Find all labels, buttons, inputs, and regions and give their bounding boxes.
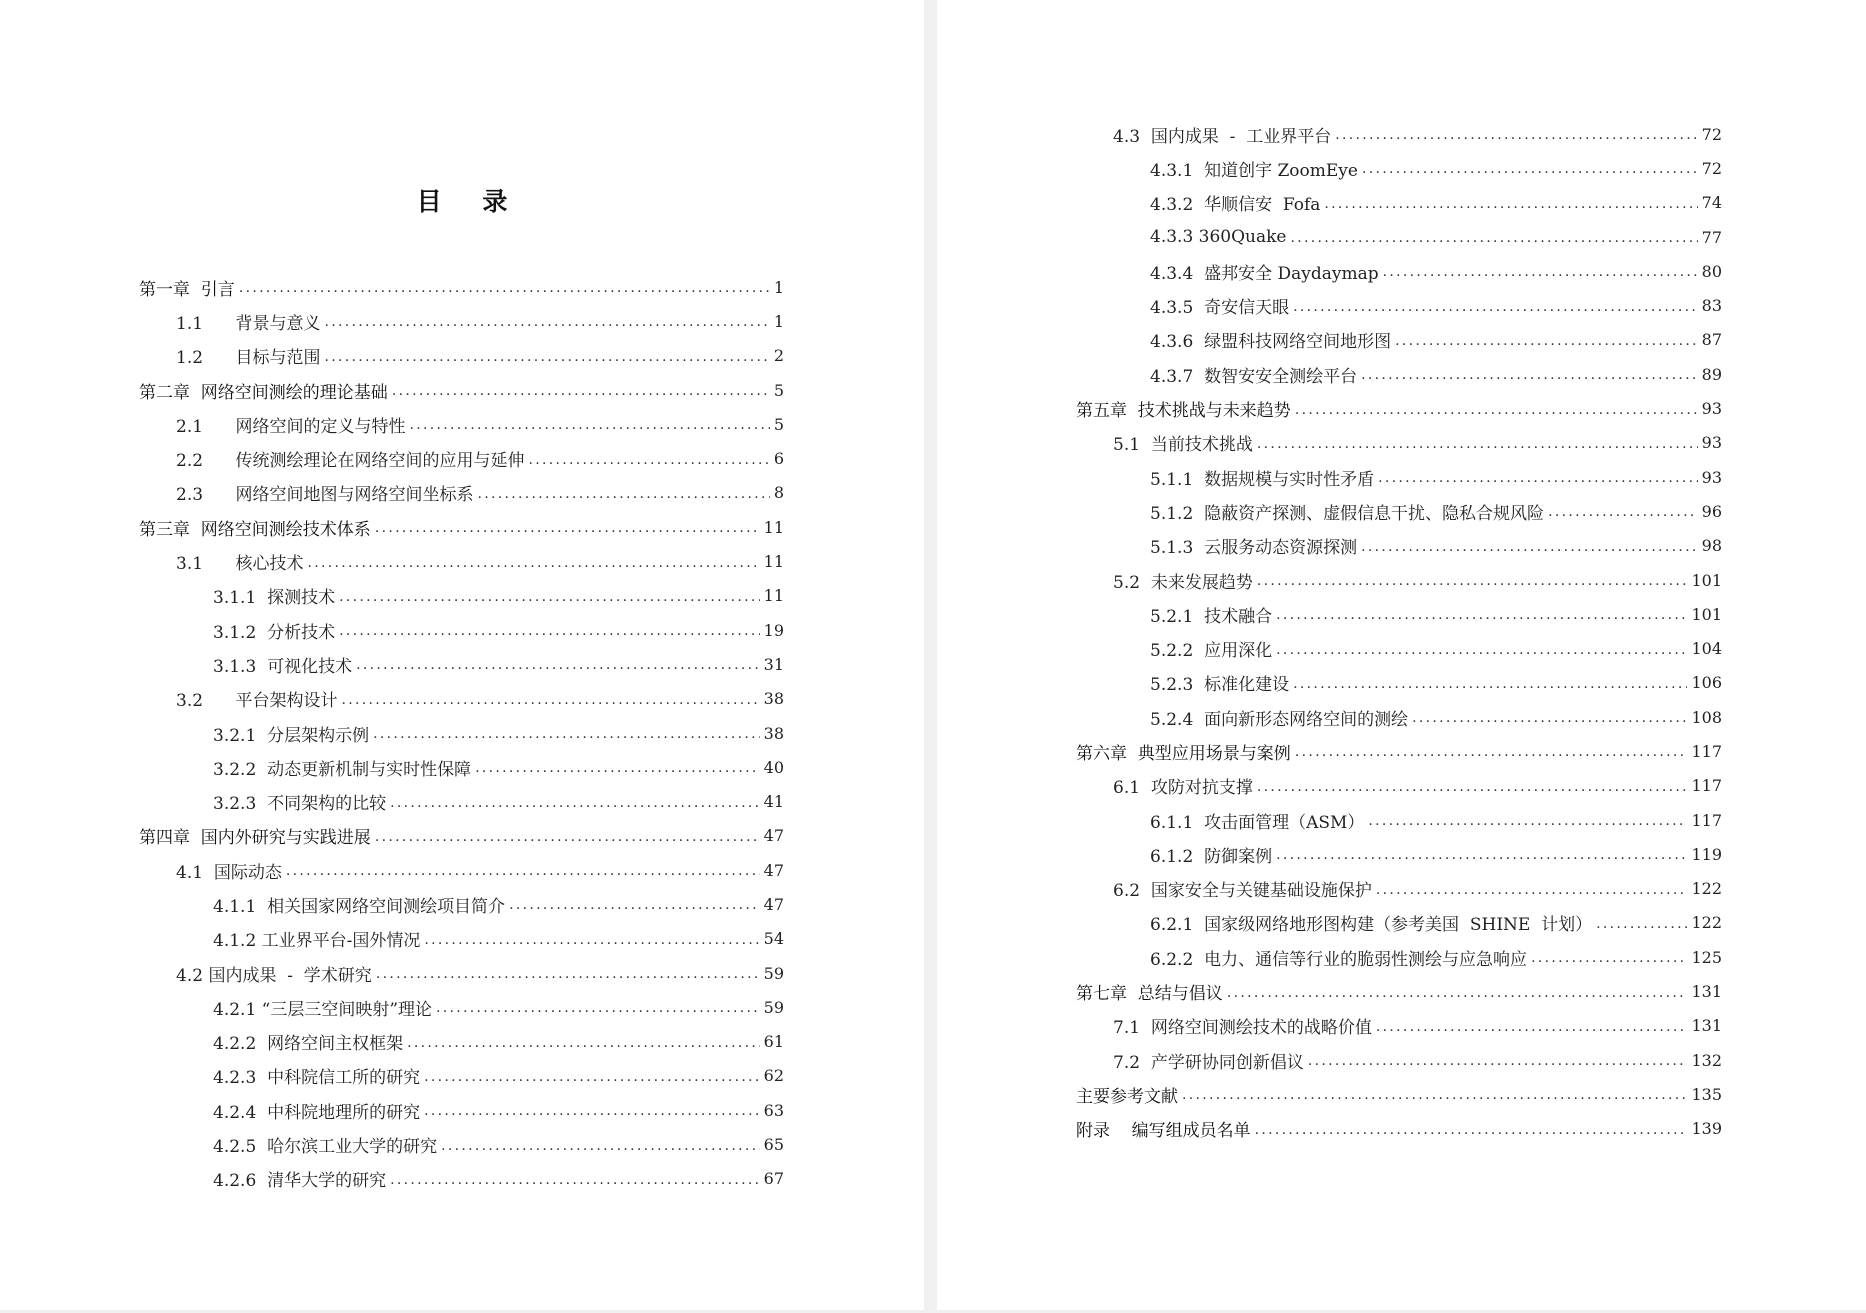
- toc-page-number: 104: [1691, 639, 1722, 659]
- toc-entry[interactable]: [139, 339, 784, 373]
- page-left: [0, 0, 924, 1310]
- toc-entry-label: 5.2.2 应用深化: [1150, 641, 1273, 662]
- toc-page-number: 101: [1691, 604, 1722, 624]
- toc-entry[interactable]: [1076, 1077, 1722, 1111]
- toc-entry[interactable]: [1076, 906, 1722, 940]
- toc-entry[interactable]: [139, 887, 784, 921]
- toc-entry-label: 主要参考文献: [1076, 1086, 1178, 1107]
- toc-entry[interactable]: [1076, 837, 1722, 871]
- toc-entry-label: 4.1.2 工业界平台-国外情况: [213, 931, 421, 952]
- toc-entry[interactable]: [139, 613, 784, 647]
- dot-leader: [424, 931, 759, 947]
- toc-entry[interactable]: [139, 1093, 784, 1127]
- toc-entry[interactable]: [1076, 220, 1722, 254]
- toc-entry-label: 4.3.5 奇安信天眼: [1150, 298, 1290, 319]
- toc-entry[interactable]: [1076, 288, 1722, 322]
- toc-entry[interactable]: [1076, 254, 1722, 288]
- toc-entry-label: 4.2 国内成果 - 学术研究: [176, 965, 372, 986]
- toc-entry[interactable]: [139, 682, 784, 716]
- toc-entry[interactable]: [1076, 117, 1722, 151]
- dot-leader: [1412, 709, 1687, 725]
- toc-page-number: 93: [1701, 467, 1722, 487]
- dot-leader: [1227, 984, 1688, 1000]
- toc-page-number: 41: [763, 792, 784, 812]
- dot-leader: [1308, 1052, 1688, 1068]
- dot-leader: [1531, 949, 1687, 965]
- toc-page-number: 139: [1691, 1119, 1722, 1139]
- dot-leader: [1276, 641, 1687, 657]
- dot-leader: [409, 416, 769, 432]
- toc-entry[interactable]: [139, 1025, 784, 1059]
- toc-entry-label: 3.2.3 不同架构的比较: [213, 794, 387, 815]
- toc-entry[interactable]: [139, 441, 784, 475]
- toc-entry[interactable]: [139, 922, 784, 956]
- toc-entry-label: 3.1.1 探测技术: [213, 588, 336, 609]
- dot-leader: [375, 519, 760, 535]
- toc-entry[interactable]: [1076, 803, 1722, 837]
- toc-page-number: 47: [763, 826, 784, 846]
- toc-entry-label: 6.2.2 电力、通信等行业的脆弱性测绘与应急响应: [1150, 949, 1528, 970]
- dot-leader: [307, 554, 759, 570]
- toc-entry[interactable]: [1076, 631, 1722, 665]
- toc-page-number: 83: [1701, 296, 1722, 316]
- toc-page-number: 80: [1701, 261, 1722, 281]
- dot-leader: [390, 1171, 760, 1187]
- toc-page-number: 47: [763, 860, 784, 880]
- toc-page-number: 11: [763, 586, 784, 606]
- toc-entry-label: 5.2 未来发展趋势: [1113, 572, 1253, 593]
- dot-leader: [1376, 1018, 1688, 1034]
- toc-entry[interactable]: [139, 990, 784, 1024]
- toc-entry-label: 第一章 引言: [139, 279, 235, 300]
- toc-page-number: 93: [1701, 399, 1722, 419]
- toc-page-number: 2: [773, 346, 784, 366]
- toc-page-number: 47: [763, 894, 784, 914]
- toc-page-number: 40: [763, 757, 784, 777]
- toc-entry[interactable]: [1076, 426, 1722, 460]
- toc-entry[interactable]: [1076, 494, 1722, 528]
- toc-list-right: [1076, 117, 1722, 1146]
- toc-entry-label: 附录 编写组成员名单: [1076, 1121, 1251, 1142]
- toc-page-number: 38: [763, 723, 784, 743]
- toc-entry-label: 3.2.2 动态更新机制与实时性保障: [213, 759, 472, 780]
- toc-entry[interactable]: [1076, 1112, 1722, 1146]
- toc-entry[interactable]: [1076, 1009, 1722, 1043]
- dot-leader: [1548, 503, 1698, 519]
- dot-leader: [375, 828, 760, 844]
- toc-page-number: 63: [763, 1100, 784, 1120]
- toc-entry-label: 4.3.3 360Quake: [1150, 227, 1287, 248]
- toc-entry[interactable]: [139, 853, 784, 887]
- toc-entry-label: 4.1.1 相关国家网络空间测绘项目简介: [213, 896, 506, 917]
- toc-entry-label: 6.1.2 防御案例: [1150, 846, 1273, 867]
- toc-page-number: 6: [773, 449, 784, 469]
- toc-page-number: 59: [763, 963, 784, 983]
- toc-page-number: 74: [1701, 193, 1722, 213]
- toc-page-number: 119: [1691, 844, 1722, 864]
- toc-page-number: 89: [1701, 364, 1722, 384]
- dot-leader: [239, 279, 770, 295]
- toc-entry[interactable]: [139, 819, 784, 853]
- toc-page-number: 93: [1701, 433, 1722, 453]
- toc-entry-label: 4.2.6 清华大学的研究: [213, 1171, 387, 1192]
- dot-leader: [1368, 812, 1687, 828]
- toc-entry-label: 4.2.1 “三层三空间映射”理论: [213, 999, 433, 1020]
- dot-leader: [324, 348, 769, 364]
- toc-entry[interactable]: [1076, 186, 1722, 220]
- dot-leader: [1395, 332, 1698, 348]
- dot-leader: [1257, 435, 1698, 451]
- toc-page-number: 5: [773, 414, 784, 434]
- dot-leader: [376, 965, 760, 981]
- toc-entry[interactable]: [1076, 357, 1722, 391]
- toc-page-number: 67: [763, 1169, 784, 1189]
- dot-leader: [1324, 195, 1697, 211]
- toc-entry[interactable]: [1076, 151, 1722, 185]
- toc-page-number: 117: [1691, 810, 1722, 830]
- dot-leader: [1276, 846, 1687, 862]
- dot-leader: [509, 896, 760, 912]
- toc-entry-label: 3.2.1 分层架构示例: [213, 725, 370, 746]
- toc-page-number: 87: [1701, 330, 1722, 350]
- toc-page-number: 106: [1691, 673, 1722, 693]
- toc-entry[interactable]: [1076, 597, 1722, 631]
- toc-entry-label: 6.2 国家安全与关键基础设施保护: [1113, 881, 1372, 902]
- dot-leader: [475, 759, 760, 775]
- dot-leader: [441, 1137, 760, 1153]
- toc-entry-label: 6.1 攻防对抗支撑: [1113, 778, 1253, 799]
- toc-page-number: 117: [1691, 741, 1722, 761]
- toc-page-number: 77: [1701, 227, 1722, 247]
- dot-leader: [1335, 126, 1697, 142]
- toc-page-number: 8: [773, 483, 784, 503]
- dot-leader: [1255, 1121, 1688, 1137]
- toc-entry-label: 5.2.4 面向新形态网络空间的测绘: [1150, 709, 1409, 730]
- toc-entry-label: 第七章 总结与倡议: [1076, 984, 1223, 1005]
- dot-leader: [356, 656, 760, 672]
- dot-leader: [1362, 160, 1698, 176]
- dot-leader: [1293, 675, 1687, 691]
- toc-title: 目 录: [416, 187, 524, 216]
- toc-page-number: 72: [1701, 124, 1722, 144]
- toc-entry-label: 第三章 网络空间测绘技术体系: [139, 519, 371, 540]
- dot-leader: [407, 1034, 760, 1050]
- toc-page-number: 59: [763, 997, 784, 1017]
- toc-page-number: 72: [1701, 158, 1722, 178]
- toc-entry[interactable]: [1076, 391, 1722, 425]
- toc-entry-label: 4.2.4 中科院地理所的研究: [213, 1102, 421, 1123]
- dot-leader: [1361, 538, 1698, 554]
- dot-leader: [436, 999, 760, 1015]
- dot-leader: [1383, 263, 1698, 279]
- toc-entry[interactable]: [139, 784, 784, 818]
- dot-leader: [1361, 366, 1698, 382]
- toc-page-number: 38: [763, 689, 784, 709]
- dot-leader: [373, 725, 760, 741]
- toc-entry-label: 5.2.3 标准化建设: [1150, 675, 1290, 696]
- toc-page-number: 122: [1691, 913, 1722, 933]
- toc-entry[interactable]: [1076, 563, 1722, 597]
- toc-page-number: 31: [763, 654, 784, 674]
- toc-entry[interactable]: [1076, 700, 1722, 734]
- dot-leader: [392, 382, 770, 398]
- dot-leader: [477, 485, 769, 501]
- toc-entry-label: 5.1.3 云服务动态资源探测: [1150, 538, 1358, 559]
- toc-entry-label: 5.1.1 数据规模与实时性矛盾: [1150, 469, 1375, 490]
- toc-page-number: 5: [773, 380, 784, 400]
- dot-leader: [1376, 881, 1688, 897]
- toc-entry-label: 4.2.3 中科院信工所的研究: [213, 1068, 421, 1089]
- toc-entry-label: 4.3.6 绿盟科技网络空间地形图: [1150, 332, 1392, 353]
- toc-list-left: [139, 270, 784, 1196]
- dot-leader: [424, 1068, 760, 1084]
- toc-entry-label: 5.1 当前技术挑战: [1113, 435, 1253, 456]
- toc-entry-label: 5.2.1 技术融合: [1150, 606, 1273, 627]
- toc-entry[interactable]: [139, 1059, 784, 1093]
- toc-entry[interactable]: [139, 716, 784, 750]
- toc-entry-label: 第四章 国内外研究与实践进展: [139, 828, 371, 849]
- toc-entry-label: 4.3.1 知道创宇 ZoomEye: [1150, 160, 1358, 181]
- toc-page-number: 54: [763, 929, 784, 949]
- toc-entry-label: 3.1.3 可视化技术: [213, 656, 353, 677]
- toc-entry[interactable]: [139, 476, 784, 510]
- toc-entry-label: 4.3.7 数智安安全测绘平台: [1150, 366, 1358, 387]
- dot-leader: [1295, 401, 1698, 417]
- toc-page-number: 135: [1691, 1084, 1722, 1104]
- dot-leader: [528, 451, 769, 467]
- toc-entry-label: 1.1 背景与意义: [176, 313, 321, 334]
- toc-entry-label: 2.3 网络空间地图与网络空间坐标系: [176, 485, 474, 506]
- toc-entry[interactable]: [1076, 974, 1722, 1008]
- toc-page-number: 117: [1691, 776, 1722, 796]
- toc-entry[interactable]: [139, 373, 784, 407]
- toc-entry[interactable]: [139, 544, 784, 578]
- dot-leader: [1596, 915, 1687, 931]
- toc-entry[interactable]: [1076, 769, 1722, 803]
- dot-leader: [1257, 572, 1688, 588]
- dot-leader: [341, 691, 759, 707]
- dot-leader: [1295, 743, 1688, 759]
- toc-page-number: 19: [763, 620, 784, 640]
- toc-entry[interactable]: [139, 304, 784, 338]
- toc-page-number: 122: [1691, 879, 1722, 899]
- toc-entry[interactable]: [139, 750, 784, 784]
- dot-leader: [1276, 606, 1687, 622]
- toc-page-number: 11: [763, 552, 784, 572]
- toc-entry[interactable]: [139, 407, 784, 441]
- toc-page-number: 62: [763, 1066, 784, 1086]
- toc-entry[interactable]: [139, 270, 784, 304]
- toc-entry-label: 1.2 目标与范围: [176, 348, 321, 369]
- toc-entry-label: 6.1.1 攻击面管理（ASM）: [1150, 812, 1365, 833]
- toc-entry[interactable]: [1076, 666, 1722, 700]
- toc-page-number: 131: [1691, 1016, 1722, 1036]
- toc-entry-label: 第五章 技术挑战与未来趋势: [1076, 401, 1291, 422]
- toc-entry-label: 第六章 典型应用场景与案例: [1076, 743, 1291, 764]
- dot-leader: [1293, 298, 1698, 314]
- toc-entry-label: 5.1.2 隐蔽资产探测、虚假信息干扰、隐私合规风险: [1150, 503, 1545, 524]
- dot-leader: [1257, 778, 1688, 794]
- toc-entry-label: 4.3 国内成果 - 工业界平台: [1113, 126, 1332, 147]
- toc-entry-label: 6.2.1 国家级网络地形图构建（参考美国 SHINE 计划）: [1150, 915, 1593, 936]
- toc-entry-label: 4.1 国际动态: [176, 862, 282, 883]
- dot-leader: [286, 862, 760, 878]
- page-right: [937, 0, 1866, 1310]
- dot-leader: [1291, 229, 1698, 245]
- toc-page-number: 131: [1691, 982, 1722, 1002]
- toc-page-number: 125: [1691, 947, 1722, 967]
- toc-entry-label: 2.1 网络空间的定义与特性: [176, 416, 406, 437]
- toc-entry-label: 3.1.2 分析技术: [213, 622, 336, 643]
- toc-page-number: 101: [1691, 570, 1722, 590]
- toc-page-number: 1: [773, 311, 784, 331]
- toc-page-number: 65: [763, 1135, 784, 1155]
- dot-leader: [324, 313, 769, 329]
- toc-entry[interactable]: [139, 956, 784, 990]
- dot-leader: [339, 622, 760, 638]
- toc-page-number: 98: [1701, 536, 1722, 556]
- toc-entry[interactable]: [1076, 734, 1722, 768]
- toc-entry-label: 4.2.5 哈尔滨工业大学的研究: [213, 1137, 438, 1158]
- toc-entry[interactable]: [139, 510, 784, 544]
- toc-entry-label: 7.2 产学研协同创新倡议: [1113, 1052, 1304, 1073]
- toc-entry[interactable]: [139, 579, 784, 613]
- toc-entry-label: 3.1 核心技术: [176, 554, 304, 575]
- toc-entry[interactable]: [1076, 940, 1722, 974]
- toc-page-number: 1: [773, 277, 784, 297]
- toc-entry-label: 4.3.4 盛邦安全 Daydaymap: [1150, 263, 1379, 284]
- toc-page-number: 11: [763, 517, 784, 537]
- toc-entry[interactable]: [1076, 323, 1722, 357]
- toc-entry-label: 7.1 网络空间测绘技术的战略价值: [1113, 1018, 1372, 1039]
- dot-leader: [390, 794, 760, 810]
- toc-entry-label: 3.2 平台架构设计: [176, 691, 338, 712]
- toc-entry-label: 4.3.2 华顺信安 Fofa: [1150, 195, 1321, 216]
- toc-page-number: 96: [1701, 501, 1722, 521]
- toc-page-number: 61: [763, 1032, 784, 1052]
- toc-entry-label: 第二章 网络空间测绘的理论基础: [139, 382, 388, 403]
- toc-entry[interactable]: [139, 647, 784, 681]
- toc-page-number: 108: [1691, 707, 1722, 727]
- toc-entry[interactable]: [1076, 529, 1722, 563]
- toc-entry[interactable]: [1076, 872, 1722, 906]
- toc-entry-label: 4.2.2 网络空间主权框架: [213, 1034, 404, 1055]
- toc-entry[interactable]: [1076, 1043, 1722, 1077]
- toc-entry[interactable]: [139, 1162, 784, 1196]
- dot-leader: [1378, 469, 1698, 485]
- toc-entry-label: 2.2 传统测绘理论在网络空间的应用与延伸: [176, 451, 525, 472]
- dot-leader: [424, 1102, 760, 1118]
- toc-entry[interactable]: [139, 1127, 784, 1161]
- dot-leader: [1182, 1086, 1687, 1102]
- toc-entry[interactable]: [1076, 460, 1722, 494]
- dot-leader: [339, 588, 760, 604]
- toc-page-number: 132: [1691, 1050, 1722, 1070]
